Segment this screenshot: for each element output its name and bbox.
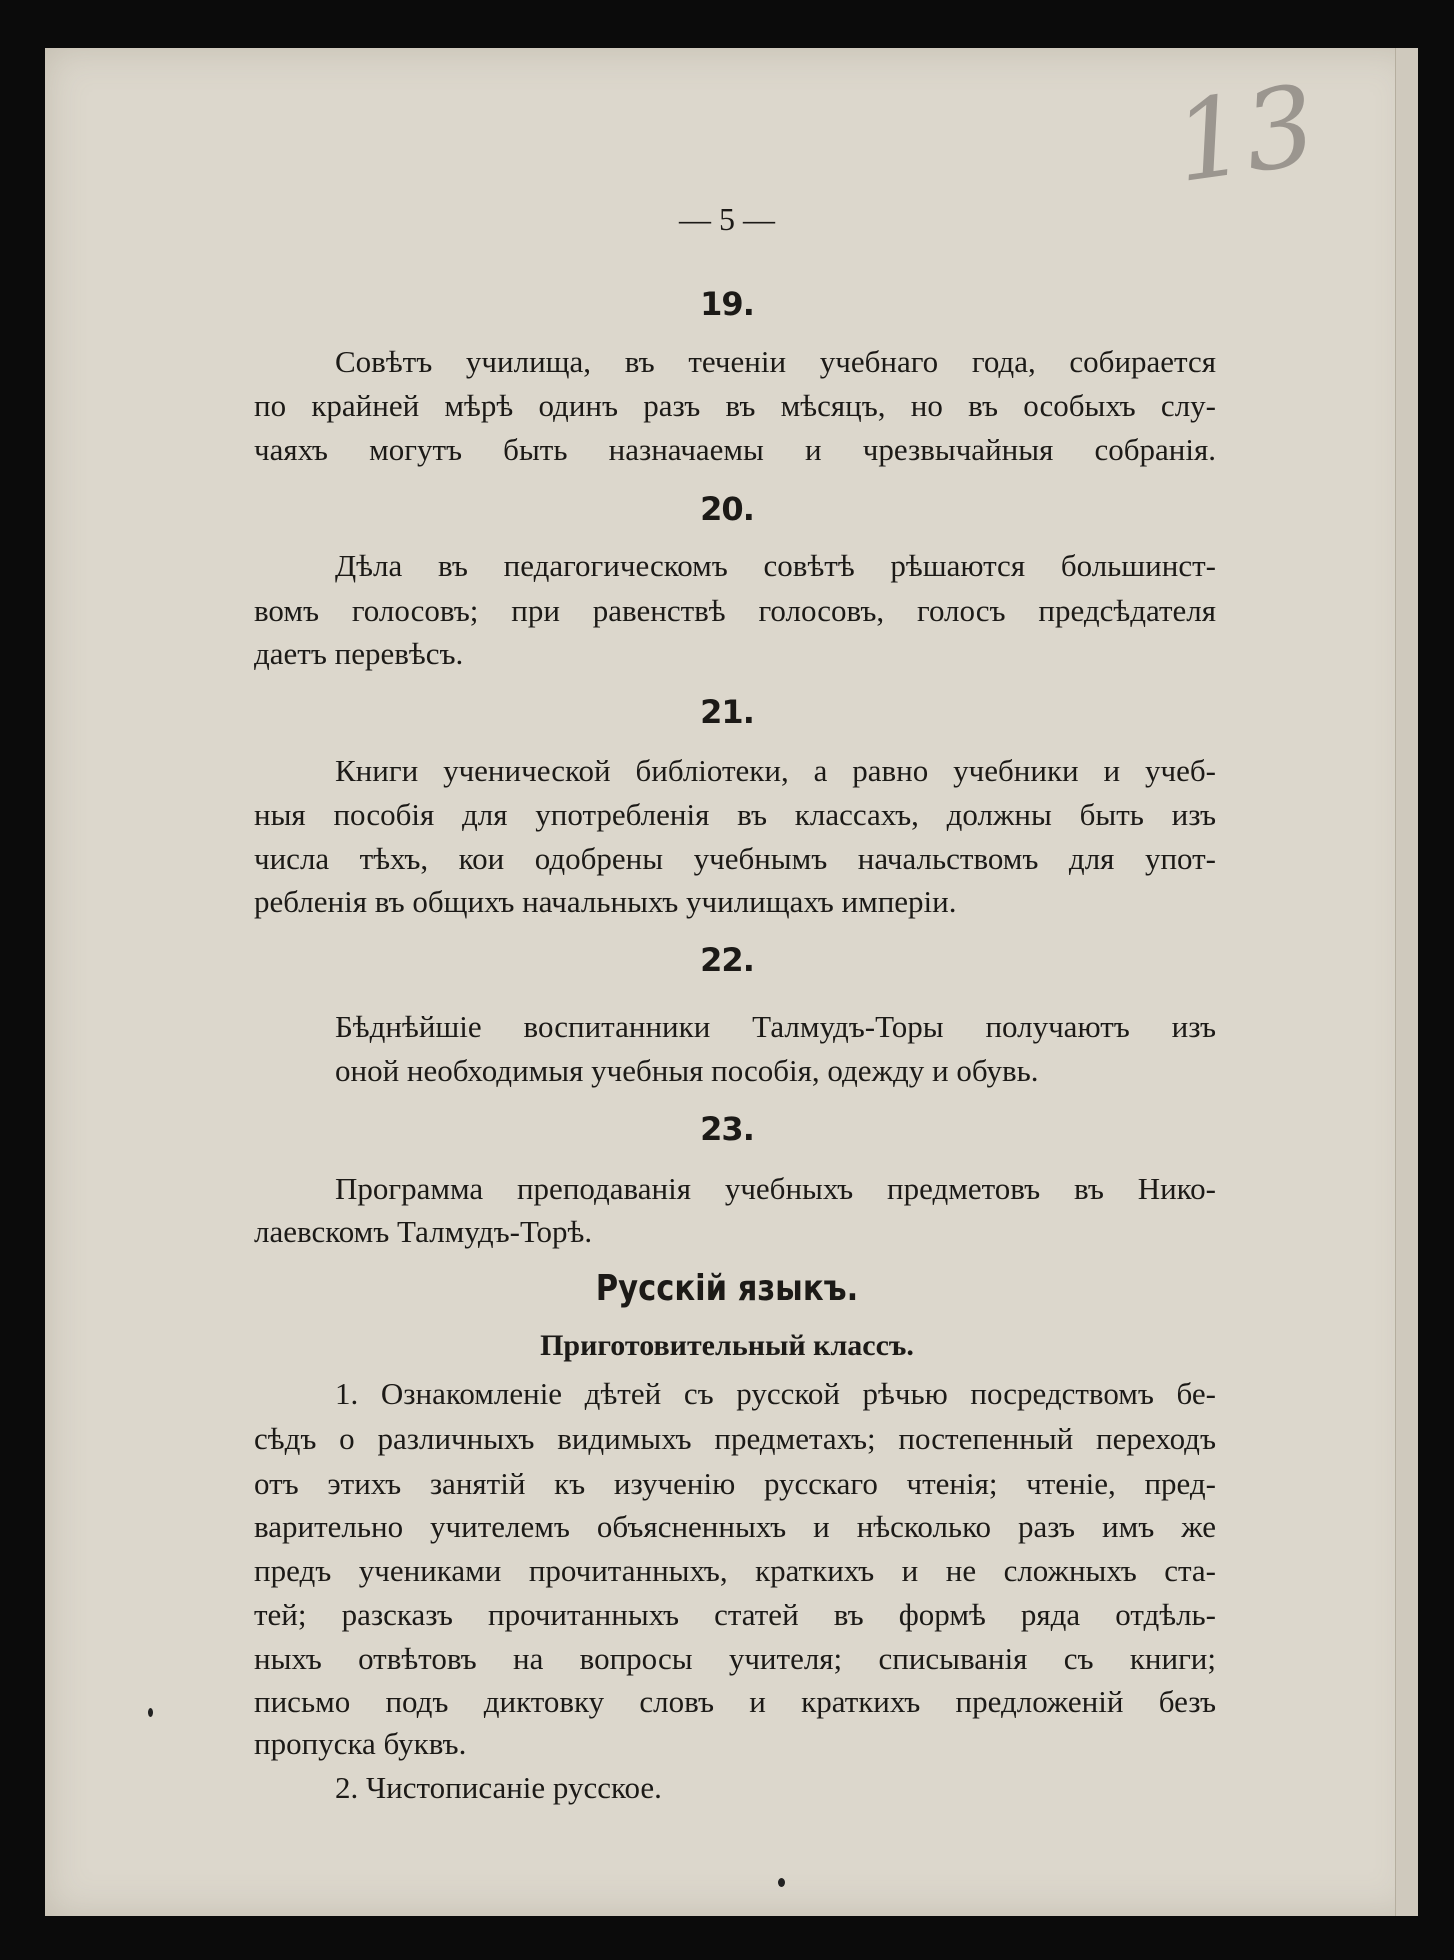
paragraph-line: Книги ученической библiотеки, а равно учебники и учеб- [335, 753, 1216, 788]
section-number: 19. [700, 285, 754, 323]
page-number: — 5 — [679, 201, 775, 237]
item-line: 2. Чистописанiе русское. [335, 1770, 662, 1805]
item-line: письмо подъ диктовку словъ и краткихъ предложенiй безъ [254, 1684, 1216, 1719]
section-number: 23. [700, 1110, 754, 1148]
item-line: отъ этихъ занятiй къ изученiю русскаго чтенiя; чтенiе, пред- [254, 1466, 1216, 1501]
paragraph-line: Программа преподаванiя учебныхъ предметовъ въ Нико- [335, 1171, 1216, 1206]
paragraph-line: Бѣднѣйшiе воспитанники Талмудъ-Торы получаютъ изъ [335, 1009, 1216, 1044]
item-line: тей; разсказъ прочитанныхъ статей въ формѣ ряда отдѣль- [254, 1597, 1216, 1632]
paragraph-line: оной необходимыя учебныя пособiя, одежду и обувь. [335, 1053, 1039, 1088]
item-line: ныхъ отвѣтовъ на вопросы учителя; списыванiя съ книги; [254, 1641, 1216, 1676]
section-number: 21. [700, 693, 754, 731]
paragraph-line: числа тѣхъ, кои одобрены учебнымъ начальствомъ для упот- [254, 841, 1216, 876]
item-line: 1. Ознакомленiе дѣтей съ русской рѣчью посредствомъ бе- [335, 1376, 1216, 1411]
class-heading: Приготовительный классъ. [540, 1329, 914, 1362]
paragraph-line: Совѣтъ училища, въ теченiи учебнаго года, собирается [335, 344, 1216, 379]
item-line: сѣдъ о различныхъ видимыхъ предметахъ; постепенный переходъ [254, 1421, 1216, 1456]
handwritten-folio-number: 13 [1166, 60, 1324, 208]
section-number: 20. [700, 490, 754, 528]
paragraph-line: Дѣла въ педагогическомъ совѣтѣ рѣшаются большинст- [335, 548, 1216, 583]
item-line: предъ учениками прочитанныхъ, краткихъ и не сложныхъ ста- [254, 1553, 1216, 1588]
paragraph-line: ныя пособiя для употребленiя въ классахъ, должны быть изъ [254, 797, 1216, 832]
subject-heading: Русскiй языкъ. [595, 1268, 859, 1309]
ink-speck [148, 1708, 153, 1717]
page-edge [1395, 48, 1418, 1916]
section-number: 22. [700, 941, 754, 979]
document-page [45, 48, 1417, 1916]
paragraph-line: вомъ голосовъ; при равенствѣ голосовъ, голосъ предсѣдателя [254, 593, 1216, 628]
paragraph-line: чаяхъ могутъ быть назначаемы и чрезвычайныя собранiя. [254, 432, 1216, 467]
item-line: варительно учителемъ объясненныхъ и нѣсколько разъ имъ же [254, 1509, 1216, 1544]
paragraph-line: по крайней мѣрѣ одинъ разъ въ мѣсяцъ, но въ особыхъ слу- [254, 388, 1216, 423]
paragraph-line: ребленiя въ общихъ начальныхъ училищахъ имперiи. [254, 884, 957, 919]
ink-speck [778, 1878, 785, 1887]
paragraph-line: даетъ перевѣсъ. [254, 636, 464, 671]
paragraph-line: лаевскомъ Талмудъ-Торѣ. [254, 1214, 593, 1249]
item-line: пропуска буквъ. [254, 1726, 467, 1761]
